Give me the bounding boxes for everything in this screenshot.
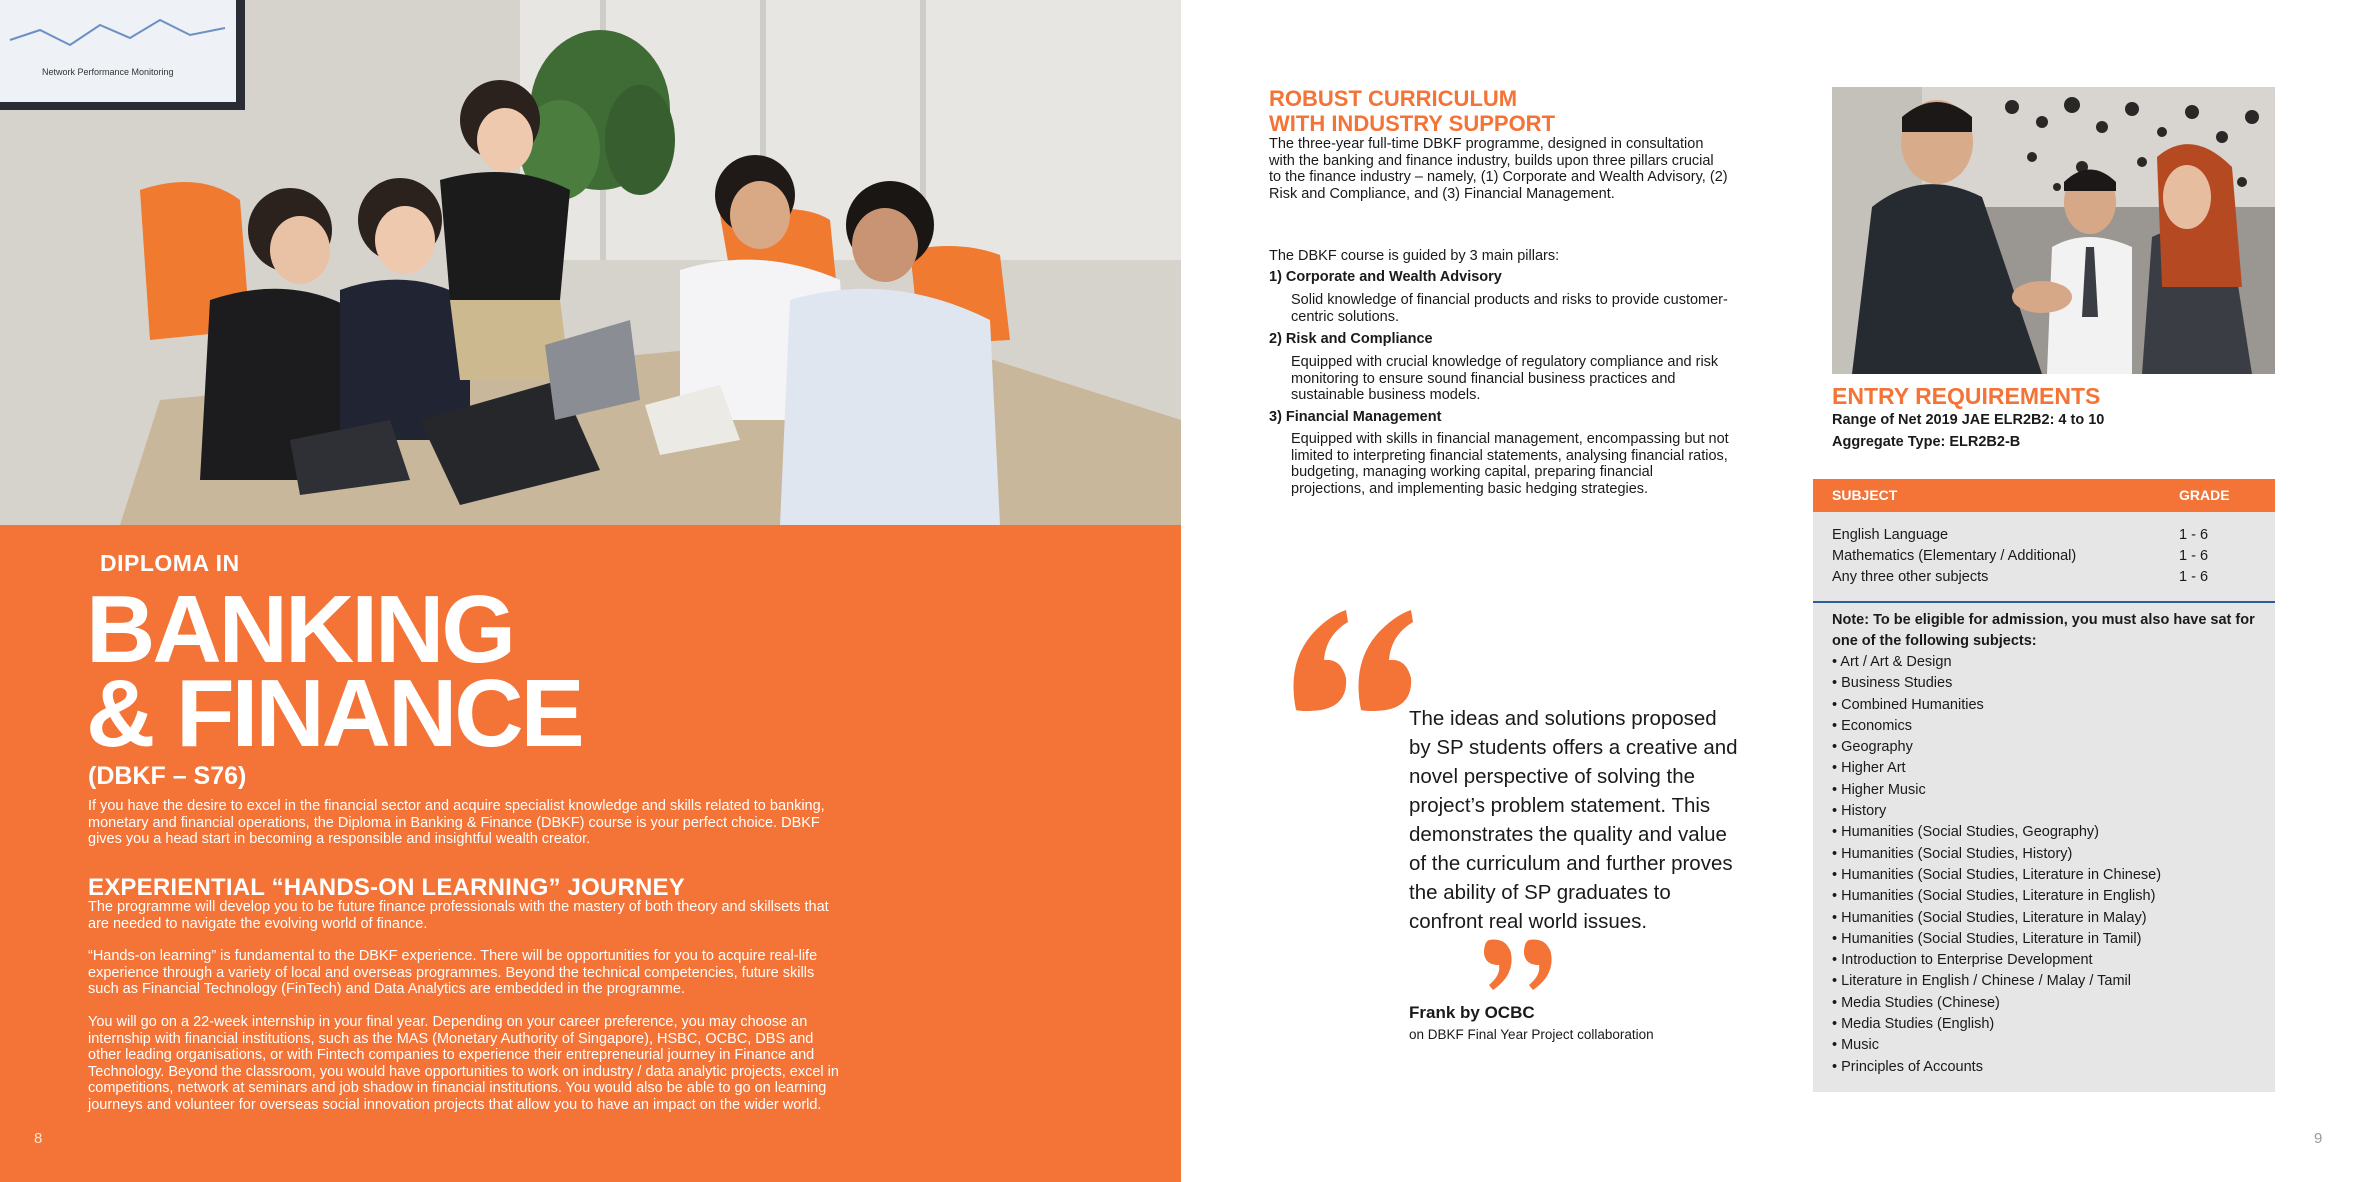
curriculum-heading-line-1: ROBUST CURRICULUM — [1269, 86, 1518, 111]
handshake-illustration — [1832, 87, 2275, 374]
entry-requirements-heading: ENTRY REQUIREMENTS — [1832, 383, 2101, 409]
students-photo — [0, 0, 1181, 525]
pillar-title: 3) Financial Management — [1269, 409, 1442, 425]
pillar-description: Equipped with skills in financial management, encompassing but not limited to interpreting financial statements, analysing financial ratios, budgeting, managing working capital, preparing financial projections, and implementing basic hedging strategies. — [1291, 431, 1729, 497]
list-item: • Humanities (Social Studies, Literature in Tamil) — [1832, 930, 2142, 947]
curriculum-heading-line-2: WITH INDUSTRY SUPPORT — [1269, 111, 1556, 136]
grade-column-header: GRADE — [2179, 487, 2230, 503]
list-item: • Humanities (Social Studies, Literature in Chinese) — [1832, 866, 2162, 883]
list-item: • Humanities (Social Studies, Geography) — [1832, 824, 2100, 841]
curriculum-intro: The three-year full-time DBKF programme, designed in consultation with the banking and finance industry, builds upon three pillars crucial to the finance industry – namely, (1) Corporate and Wealth Advisory, (2) Risk and Compliance, and (3) Financial Management. — [1269, 136, 1728, 202]
table-divider — [1813, 601, 2275, 603]
course-code: (DBKF – S76) — [88, 762, 247, 790]
right-page — [1181, 0, 2363, 1182]
pillar-description: Equipped with crucial knowledge of regulatory compliance and risk monitoring to ensure sound financial business practices and sustainable business models. — [1291, 354, 1719, 403]
list-item: • Humanities (Social Studies, Literature in English) — [1832, 888, 2156, 905]
entry-aggregate: Aggregate Type: ELR2B2-B — [1832, 434, 2021, 450]
grade-cell: 1 - 6 — [2179, 548, 2209, 564]
quote-author: Frank by OCBC — [1409, 1003, 1535, 1022]
title-line-1: BANKING — [86, 576, 513, 683]
entry-range: Range of Net 2019 JAE ELR2B2: 4 to 10 — [1832, 412, 2105, 428]
requirements-table — [1813, 479, 2275, 1092]
subject-column-header: SUBJECT — [1832, 487, 1898, 503]
list-item: • Combined Humanities — [1832, 696, 1984, 713]
list-item: • Business Studies — [1832, 675, 1953, 692]
eligible-subjects-list — [1832, 652, 2264, 1078]
list-item: • Economics — [1832, 717, 1913, 734]
list-item: • Geography — [1832, 739, 1913, 756]
page-number-left: 8 — [34, 1130, 43, 1147]
list-item: • Media Studies (Chinese) — [1832, 994, 2000, 1011]
subject-cell: Any three other subjects — [1832, 569, 1989, 585]
experiential-heading: EXPERIENTIAL “HANDS-ON LEARNING” JOURNEY — [88, 874, 685, 901]
list-item: • Media Studies (English) — [1832, 1016, 1995, 1033]
list-item: • Humanities (Social Studies, Literature in Malay) — [1832, 909, 2147, 926]
programme-title — [86, 576, 582, 767]
diploma-label: DIPLOMA IN — [100, 550, 240, 576]
subject-cell: English Language — [1832, 527, 1949, 543]
experiential-paragraph-2: “Hands-on learning” is fundamental to the DBKF experience. There will be opportunities for you to acquire real-life experience through a variety of local and overseas programmes. Beyond the technical competencies, future skills such as Financial Technology (FinTech) and Data Analytics are embedded in the programme. — [88, 948, 818, 997]
list-item: • History — [1832, 803, 1887, 820]
pillar-title: 2) Risk and Compliance — [1269, 331, 1433, 347]
close-quote-icon — [1481, 935, 1561, 995]
list-item: • Music — [1832, 1037, 1879, 1054]
grade-cell: 1 - 6 — [2179, 527, 2209, 543]
screen-text: Network Performance Monitoring — [42, 67, 174, 77]
title-line-2: & FINANCE — [86, 660, 582, 767]
open-quote-icon — [1286, 600, 1426, 720]
list-item: • Introduction to Enterprise Development — [1832, 952, 2093, 969]
page-number-right: 9 — [2314, 1130, 2323, 1147]
students-illustration — [0, 0, 1181, 525]
list-item: • Literature in English / Chinese / Malay / Tamil — [1832, 973, 2131, 990]
experiential-paragraph-3: You will go on a 22-week internship in your final year. Depending on your career preference, you may choose an internship with financial institutions, such as the MAS (Monetary Authority of Singapore), HSBC, OCBC, DBS and other leading organisations, or with Fintech companies to experience their entrepreneurial journey in Finance and Technology. Beyond the classroom, you would have opportunities to work on industry / data analytic projects, excel in competitions, network at seminars and job shadow in financial institutions. You would also be able to go on learning journeys and volunteer for overseas social innovation projects that allow you to have an impact on the wider world. — [88, 1014, 839, 1113]
curriculum-heading — [1269, 86, 1555, 136]
eligibility-note: Note: To be eligible for admission, you must also have sat for one of the following subjects: — [1832, 612, 2255, 649]
list-item: • Art / Art & Design — [1832, 654, 1952, 670]
list-item: • Higher Art — [1832, 760, 1906, 777]
quote-source: on DBKF Final Year Project collaboration — [1409, 1027, 1654, 1042]
pillar-title: 1) Corporate and Wealth Advisory — [1269, 269, 1502, 285]
intro-paragraph: If you have the desire to excel in the financial sector and acquire specialist knowledge and skills related to banking, monetary and financial operations, the Diploma in Banking & Finance (DBKF) course is your perfect choice. DBKF gives you a head start in becoming a responsible and insightful wealth creator. — [88, 798, 825, 847]
list-item: • Higher Music — [1832, 781, 1926, 798]
grade-cell: 1 - 6 — [2179, 569, 2209, 585]
handshake-photo — [1832, 87, 2275, 374]
pillars-intro: The DBKF course is guided by 3 main pillars: — [1269, 248, 1560, 264]
table-header — [1813, 479, 2275, 512]
testimonial-quote: The ideas and solutions proposed by SP students offers a creative and novel perspective of solving the project’s problem statement. This demonstrates the quality and value of the curriculum and further proves the ability of SP graduates to confront real world issues. — [1409, 707, 1738, 933]
left-page — [0, 0, 1181, 1182]
pillar-description: Solid knowledge of financial products and risks to provide customer-centric solutions. — [1291, 292, 1728, 325]
subject-cell: Mathematics (Elementary / Additional) — [1832, 548, 2077, 564]
experiential-paragraph-1: The programme will develop you to be future finance professionals with the mastery of both theory and skillsets that are needed to navigate the evolving world of finance. — [88, 899, 829, 932]
list-item: • Principles of Accounts — [1832, 1058, 1983, 1075]
list-item: • Humanities (Social Studies, History) — [1832, 845, 2073, 862]
